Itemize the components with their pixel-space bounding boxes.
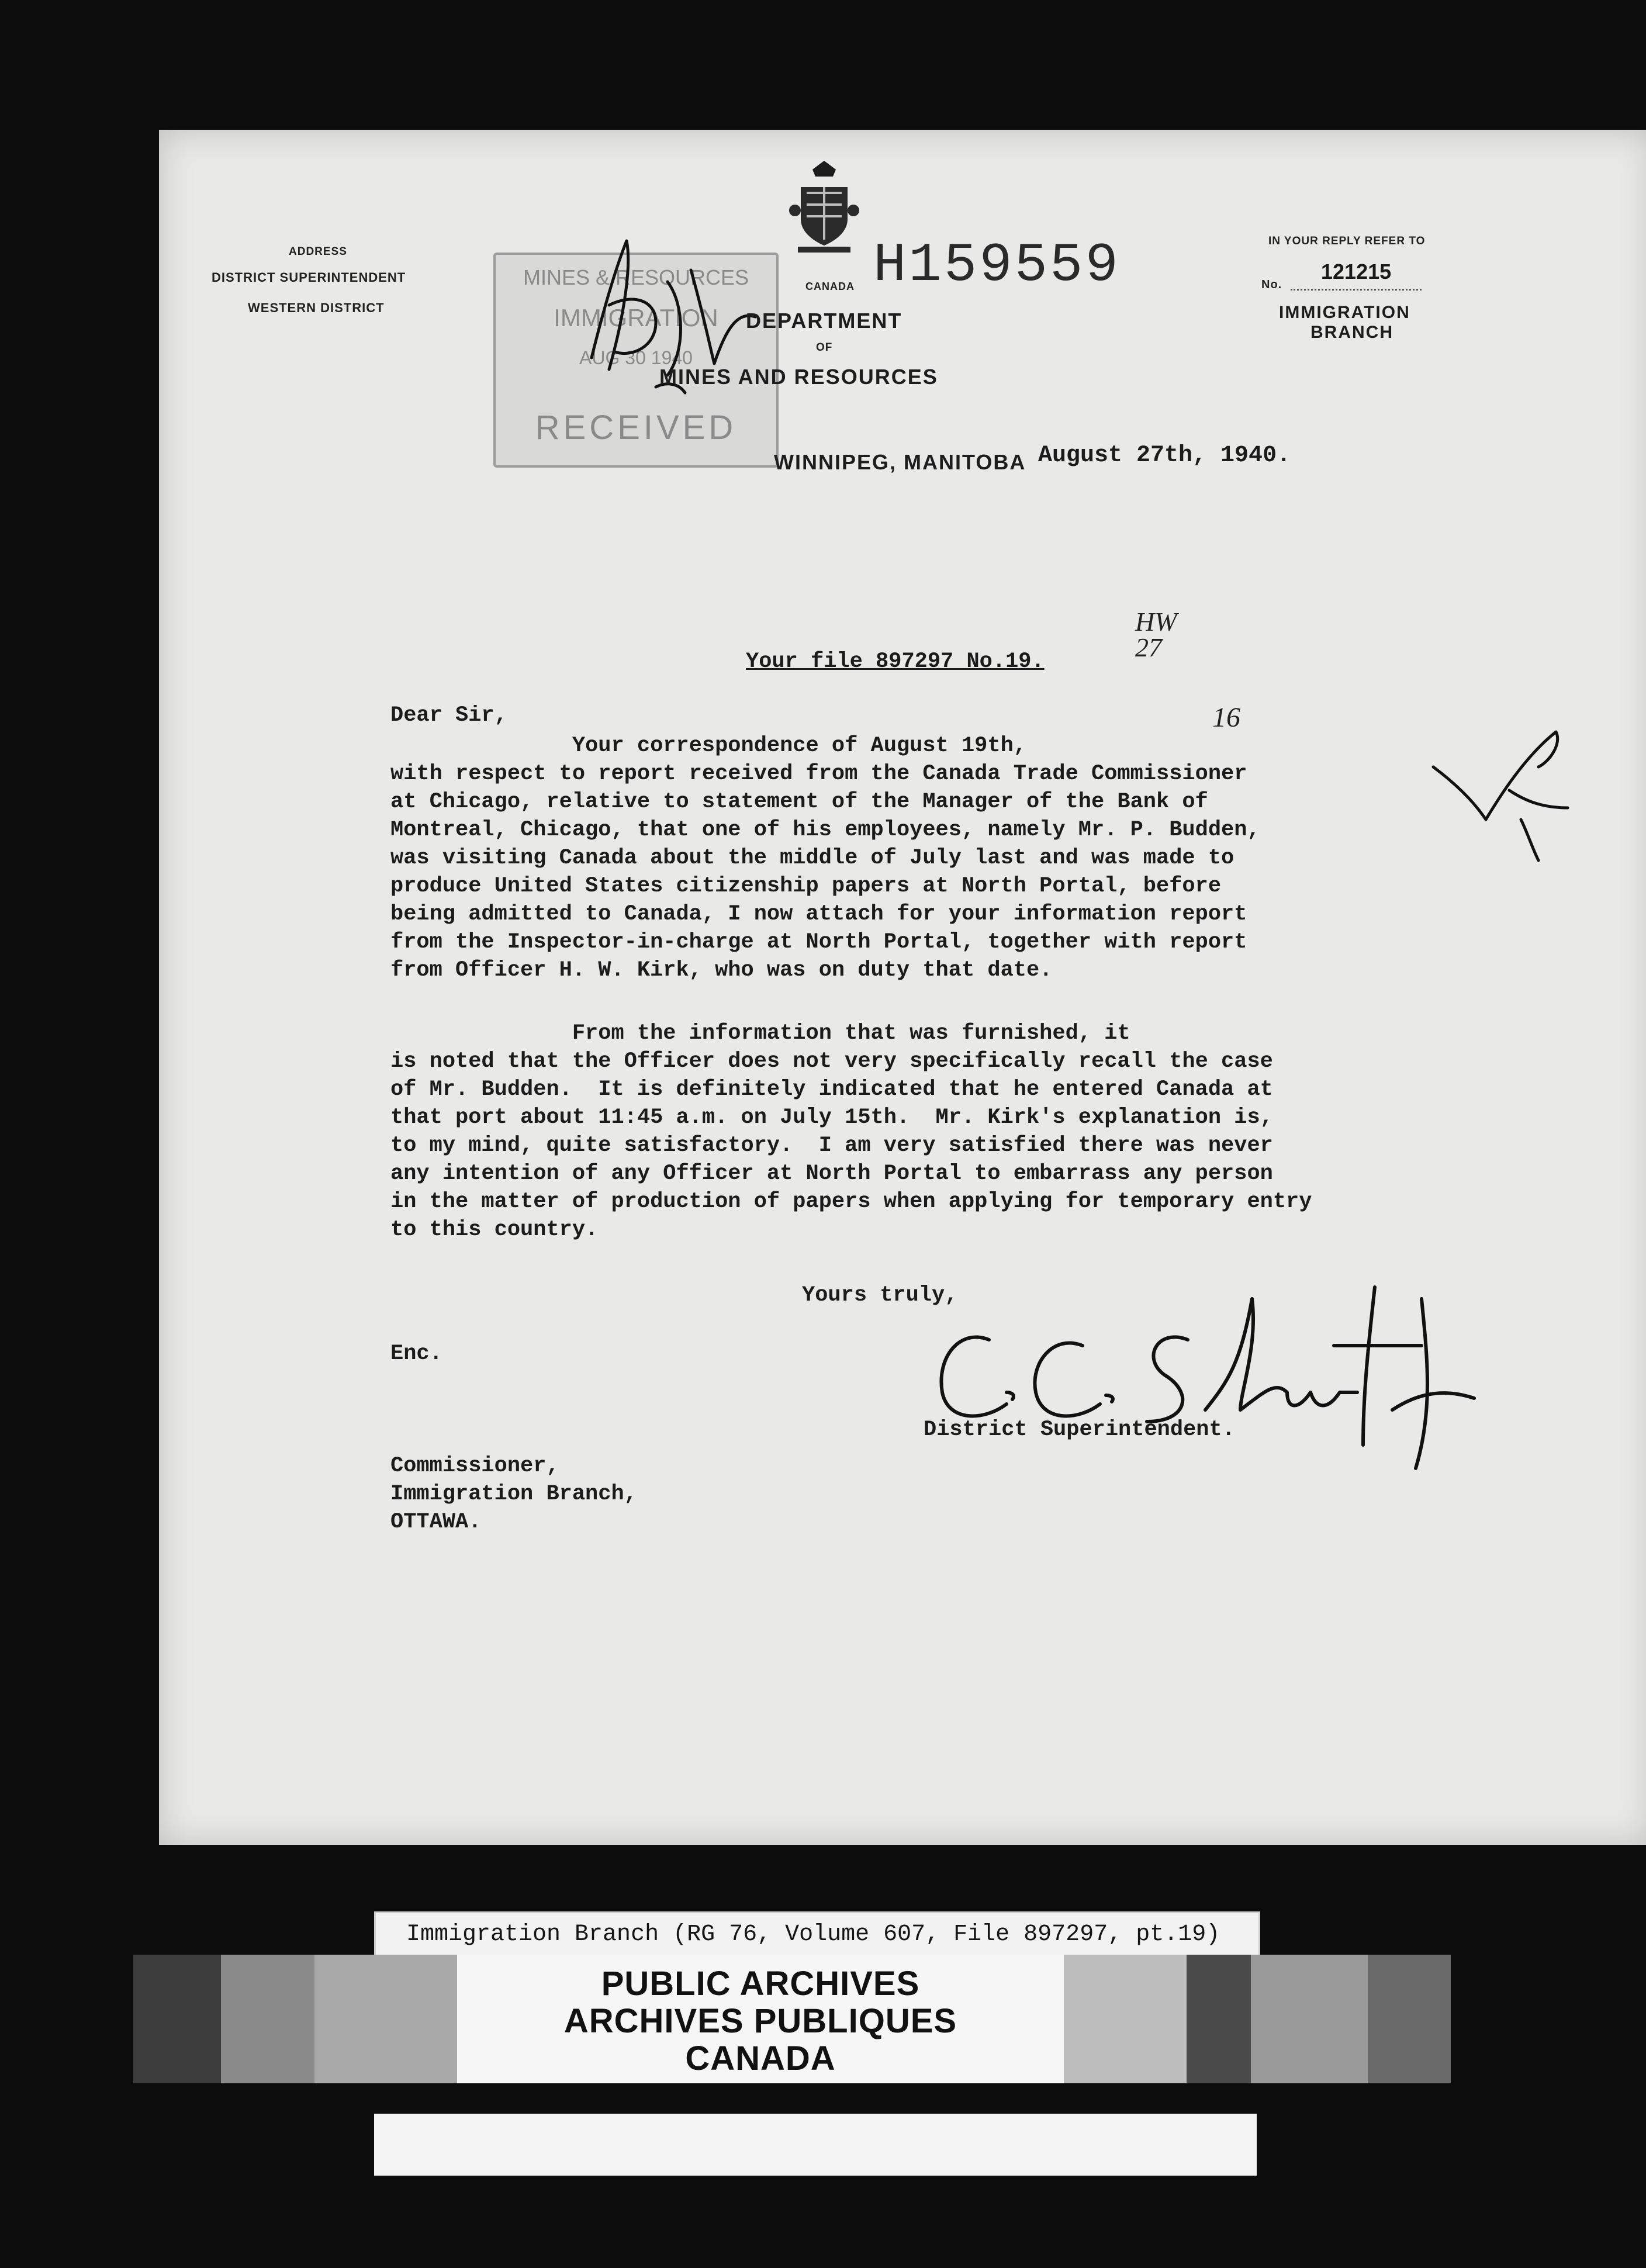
your-file-reference: Your file 897297 No.19. xyxy=(746,649,1045,674)
paragraph-1-line: being admitted to Canada, I now attach for your information report xyxy=(390,902,1247,926)
closing: Yours truly, xyxy=(802,1283,958,1308)
paragraph-2-line: is noted that the Officer does not very specifically recall the case xyxy=(390,1049,1273,1074)
addressee-line: Commissioner, xyxy=(390,1454,559,1478)
public-archives-stamp xyxy=(457,1955,1064,2083)
reply-refer-label: IN YOUR REPLY REFER TO xyxy=(1268,235,1426,247)
stamp-line-2: IMMIGRATION xyxy=(554,304,718,331)
paragraph-1-line: was visiting Canada about the middle of July last and was made to xyxy=(390,846,1234,870)
archive-line-2: ARCHIVES PUBLIQUES xyxy=(563,2002,957,2040)
addressee-line: OTTAWA. xyxy=(390,1510,482,1534)
handwritten-date-correction: 16 xyxy=(1212,702,1240,733)
paragraph-1-line: from the Inspector-in-charge at North Portal, together with report xyxy=(390,930,1247,955)
paragraph-1-line: from Officer H. W. Kirk, who was on duty that date. xyxy=(390,958,1053,983)
signature xyxy=(913,1275,1544,1474)
archive-line-1: PUBLIC ARCHIVES xyxy=(601,1965,920,2003)
paragraph-2-line: that port about 11:45 a.m. on July 15th. Mr. Kirk's explanation is, xyxy=(390,1105,1273,1130)
immigration-label: IMMIGRATION xyxy=(1279,303,1410,322)
paragraph-1 xyxy=(390,732,1260,984)
of-label: OF xyxy=(816,341,833,354)
paragraph-1-line: Your correspondence of August 19th, xyxy=(390,734,1026,758)
paragraph-1-line: with respect to report received from the Canada Trade Commissioner xyxy=(390,762,1247,786)
paragraph-2-line: From the information that was furnished, it xyxy=(390,1021,1130,1046)
paragraph-2-line: in the matter of production of papers when applying for temporary entry xyxy=(390,1190,1312,1214)
paragraph-2-line: to this country. xyxy=(390,1218,599,1242)
margin-check-mark xyxy=(1422,720,1585,872)
enclosure: Enc. xyxy=(390,1342,442,1366)
paragraph-1-line: at Chicago, relative to statement of the Manager of the Bank of xyxy=(390,790,1208,814)
paragraph-2-line: any intention of any Officer at North Portal to embarrass any person xyxy=(390,1161,1273,1186)
archive-reference-text: Immigration Branch (RG 76, Volume 607, File 897297, pt.19) xyxy=(406,1921,1220,1948)
addressee-line: Immigration Branch, xyxy=(390,1482,637,1506)
district-superintendent-label: DISTRICT SUPERINTENDENT xyxy=(212,270,406,285)
department-label: DEPARTMENT xyxy=(746,309,902,333)
letter-date: August 27th, 1940. xyxy=(1038,442,1291,469)
reply-no-label: No. xyxy=(1261,278,1282,291)
mines-and-resources-label: MINES AND RESOURCES xyxy=(659,365,938,389)
file-stamp-number: H159559 xyxy=(873,235,1121,297)
archive-line-3: CANADA xyxy=(685,2039,836,2077)
archive-reference-label xyxy=(374,1911,1260,1961)
reply-number-line xyxy=(1291,289,1422,291)
handwritten-file-note: HW 27 xyxy=(1135,607,1177,662)
letter-sheet xyxy=(159,130,1646,1845)
addressee xyxy=(390,1452,637,1536)
place-label: WINNIPEG, MANITOBA xyxy=(774,450,1026,474)
canada-label: CANADA xyxy=(805,281,855,292)
blank-label xyxy=(374,2114,1257,2176)
signatory-title: District Superintendent. xyxy=(924,1418,1235,1442)
reply-number: 121215 xyxy=(1321,260,1392,284)
stamp-line-4: RECEIVED xyxy=(535,409,737,447)
coat-of-arms-icon xyxy=(789,158,859,257)
stamp-line-3: AUG 30 1940 xyxy=(579,347,693,368)
paragraph-2-line: to my mind, quite satisfactory. I am very satisfied there was never xyxy=(390,1133,1273,1158)
branch-label: BRANCH xyxy=(1310,323,1393,342)
western-district-label: WESTERN DISTRICT xyxy=(248,300,385,315)
stamp-line-1: MINES & RESOURCES xyxy=(523,265,749,289)
paragraph-2-line: of Mr. Budden. It is definitely indicated that he entered Canada at xyxy=(390,1077,1273,1102)
salutation: Dear Sir, xyxy=(390,703,507,728)
paragraph-2 xyxy=(390,1019,1312,1244)
paragraph-1-line: produce United States citizenship papers at North Portal, before xyxy=(390,874,1222,898)
paragraph-1-line: Montreal, Chicago, that one of his employees, namely Mr. P. Budden, xyxy=(390,818,1260,842)
address-label: ADDRESS xyxy=(289,246,347,258)
